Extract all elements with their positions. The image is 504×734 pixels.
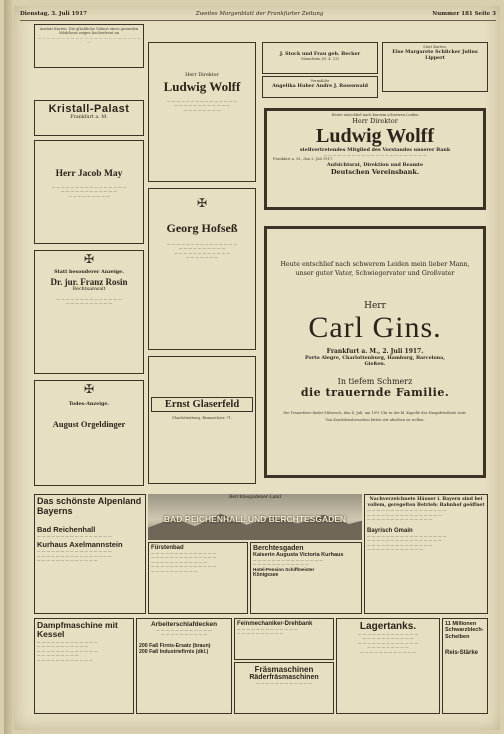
death-notice-wolff-small: [148, 42, 256, 182]
filler-text: — — — — — — — — — — — — — — — — — — — — — — — — — — — — — — — — — — — — —: [51, 185, 127, 198]
death-notice-glaserfeld: [148, 356, 256, 484]
family-signature: die trauernde Familie.: [300, 386, 450, 400]
deceased-name: Ernst Glaserfeld: [151, 397, 253, 412]
death-notice-gins: [264, 226, 486, 478]
ad-schlafdecken: [136, 618, 232, 714]
notice-intro: Statt besonderer Anzeige.: [54, 269, 124, 275]
ad-title-gmain: Bayrisch Gmain: [367, 527, 413, 534]
ad-title-koenigssee: Königssee: [253, 571, 279, 578]
signatory-line-1: Aufsichtsrat, Direktion und Beamte: [326, 161, 424, 168]
filler-text: — — — — — — — — — — — —: [256, 681, 312, 685]
deceased-name: Ludwig Wolff: [316, 124, 434, 147]
filler-text: — — — — — — — — — — — — — — — — — — — — — — — — — — — — — — — — — — — — — — — — — — — — — — — — — — — — — — — — — — — — — — — —: [151, 551, 217, 573]
picture-title: BAD REICHENHALL UND BERCHTESGADEN: [163, 514, 347, 524]
ad-title: Nachverzeichnete Häuser i. Bayern sind bei vollem, geregelten Betrieb: Bahnhof geöffnet: [367, 497, 485, 508]
ad-fraesmaschinen: [234, 662, 334, 714]
notice-intro: Heute entschlief nach kurzem schweren Leiden: [331, 113, 419, 117]
ad-title: Berchtesgaden: [253, 545, 304, 552]
death-notice-may: [34, 140, 144, 244]
ad-bayern-houses: [364, 494, 488, 614]
page-gutter: [4, 0, 14, 734]
deceased-name: Carl Gins.: [308, 310, 442, 344]
family-cities: Porto Alegre, Charlottenburg, Hamburg, Barcelona, Gießen.: [305, 355, 445, 368]
ad-title: Arbeiterschlafdecken: [150, 621, 218, 628]
wedding-label: Vermählte: [310, 79, 330, 83]
ad-title: Das schönste Alpenland Bayerns: [37, 496, 142, 516]
filler-text: — — — — — — — — — — — — — — — — — — — — — — — — — — — — — — — — — — — — — — — — — — — —: [167, 242, 237, 260]
ad-title: Lagertanks.: [359, 621, 417, 632]
deceased-name: Dr. jur. Franz Rosin: [50, 276, 128, 287]
engagement-notice: [382, 42, 488, 92]
deceased-name: Georg Hofseß: [166, 221, 238, 235]
deceased-name: Herr Jacob May: [55, 169, 123, 179]
hotel-subtitle: Frankfurt a. M.: [70, 115, 108, 120]
deceased-name: August Orgeldinger: [52, 418, 126, 429]
ad-subtitle: Räderfräsmaschinen: [249, 674, 319, 681]
page-header: [20, 8, 496, 21]
birth-notice-stock: [262, 42, 378, 74]
funeral-note: Die Trauerfeier findet Mittwoch, den 4. Juli, um 10½ Uhr in der kl. Kapelle des Hauptfriedhofs statt.: [283, 411, 467, 416]
filler-text: — — — — — — — — — — — — — — — — — — — — — — — — — — — — — — — — — — — — — — — — — — — — — — —: [367, 508, 447, 522]
wedding-names: Angelika Huber Andre J. Rosenwald: [272, 83, 368, 90]
ad-title-kurhaus: Kaiserin Augusta Victoria Kurhaus: [253, 552, 344, 558]
iron-cross-icon: ✠: [83, 252, 95, 266]
birth-notice-text: Anstatt Karten. Die glückliche Geburt eines gesunden Mädchens zeigen hocherfreut an: [39, 27, 139, 36]
ad-fuerstenbad: [148, 542, 248, 614]
notice-place-date: Frankfurt a. M., 2. Juli 1917.: [326, 347, 424, 355]
deceased-role: stellvertretendes Mitglied des Vorstandes unserer Bank: [299, 146, 451, 153]
header-date: Dienstag, 3. Juli 1917: [20, 11, 87, 17]
filler-text: — — — — — — — — — — — — — — — — — — — — — — —: [237, 627, 298, 636]
death-notice-orgeldinger: [34, 380, 144, 486]
ad-alpenland: [34, 494, 146, 614]
ad-title: Fräsmaschinen: [254, 665, 314, 674]
condolence-note: Von Kondolenzbesuchen bitten wir absehen zu wollen.: [325, 417, 425, 422]
deceased-title: Herr: [364, 300, 386, 311]
birth-place: Mannheim (N. 4. 13): [301, 56, 339, 61]
filler-text: — — — — — — — — — — — — — — — — — — — — — —: [156, 628, 212, 637]
ad-scheiben: [442, 618, 488, 714]
signatory-line-2: Deutschen Vereinsbank.: [330, 167, 420, 176]
ad-title: Feinmechaniker-Drehbank: [237, 621, 313, 627]
death-notice-wolff-large: [264, 108, 486, 210]
filler-text: — — — — — — — — — — — — — — — — — — — — — — — — — — — — — — — — — — — — — — — — — — — — — — — — — — — — — — — — — —: [37, 639, 98, 662]
wedding-notice: [262, 76, 378, 98]
header-page-number: Nummer 181 Seite 3: [432, 11, 496, 17]
ad-reis-staerke: Reis-Stärke: [445, 649, 479, 656]
deceased-name: Ludwig Wolff: [163, 78, 241, 94]
engagement-names: Else Margarete Schlicker Julius Lippert: [392, 49, 478, 62]
iron-cross-icon: ✠: [196, 196, 208, 210]
filler-text: — — — — — — — — — — — — — — — — — — — — — — — — — — — — — — — — — — — — — — — — — — — — — — — — — — — — — — — — — — —: [367, 533, 447, 552]
birth-notice: [34, 24, 144, 68]
ad-lagertanks: [336, 618, 440, 714]
notice-intro: Todes-Anzeige.: [68, 401, 110, 407]
ad-title: Dampfmaschine mit Kessel: [37, 620, 118, 640]
notice-place-date: Frankfurt a. M., den 2. Juli 1917.: [273, 157, 334, 162]
filler-text: — — — — — — — — — — — — — — — — — — — — — — —: [37, 35, 141, 45]
grief-line: In tiefem Schmerz: [337, 377, 413, 387]
hotel-ad: [34, 100, 144, 136]
ad-industriefirnis: 200 Faß Industriefirnis (dkl.): [139, 648, 209, 655]
deceased-title: Rechtsanwalt: [72, 286, 106, 292]
ad-title-schiffmeister: Hotel-Pension Schiffmeister: [253, 566, 315, 572]
ad-title-reichenhall: Bad Reichenhall: [37, 524, 96, 534]
ad-picture: [148, 494, 362, 540]
deceased-title: Herr Direktor: [352, 117, 398, 126]
death-notice-rosin: [34, 250, 144, 374]
engagement-label: Statt Karten.: [423, 45, 447, 49]
ad-title-axelmannstein: Kurhaus Axelmannstein: [37, 540, 123, 550]
filler-text: — — — — — — — — — — — — — — — — — — — — — — — — — — — — — — — — — — — — — — — — — — — — —: [37, 549, 112, 563]
hotel-title: Kristall-Palast: [48, 103, 130, 115]
filler-text: — — — — — — — — — — — — — — — — — — — — — — — — — — — — — — — — — — — — — — — — — — — — — — — — — — — — — — — — — —: [357, 632, 419, 654]
ad-title: 11 Millionen Schwarzblech-Scheiben: [445, 621, 484, 640]
parents-names: J. Stock und Frau geb. Becker: [279, 51, 361, 57]
deceased-place: Charlottenburg, Bismarckstr. 71.: [171, 416, 233, 420]
death-notice-hofsess: [148, 188, 256, 350]
filler-text: — — — — — — — — — — — — — — — — — — — — — — — — — — —: [253, 558, 323, 567]
ad-title: Fürstenbad: [151, 545, 184, 551]
filler-text: — — — — — — — — — — — — — — — —: [37, 533, 112, 538]
filler-text: — — — — — — — — — — — — — — — — — — — — — —: [323, 152, 427, 157]
deceased-title: Herr Direktor: [185, 73, 219, 78]
ad-berchtesgaden: [250, 542, 362, 614]
notice-intro: Heute entschlief nach schwerem Leiden mein lieber Mann, unser guter Vater, Schwiegervater und Großvater: [280, 261, 470, 277]
picture-caption: Berchtesgadener-Land: [228, 495, 282, 500]
ad-drehbank: [234, 618, 334, 660]
filler-text: — — — — — — — — — — — — — — — — — — — — — — — —: [56, 296, 122, 306]
iron-cross-icon: ✠: [83, 382, 95, 396]
ad-firnis: 200 Faß Firnis-Ersatz (braun): [139, 642, 211, 649]
ad-dampfmaschine: [34, 618, 134, 714]
header-masthead: Zweites Morgenblatt der Frankfurter Zeitung: [195, 11, 324, 17]
filler-text: — — — — — — — — — — — — — — — — — — — — — — — — — — — — — — — — — — —: [167, 98, 237, 112]
